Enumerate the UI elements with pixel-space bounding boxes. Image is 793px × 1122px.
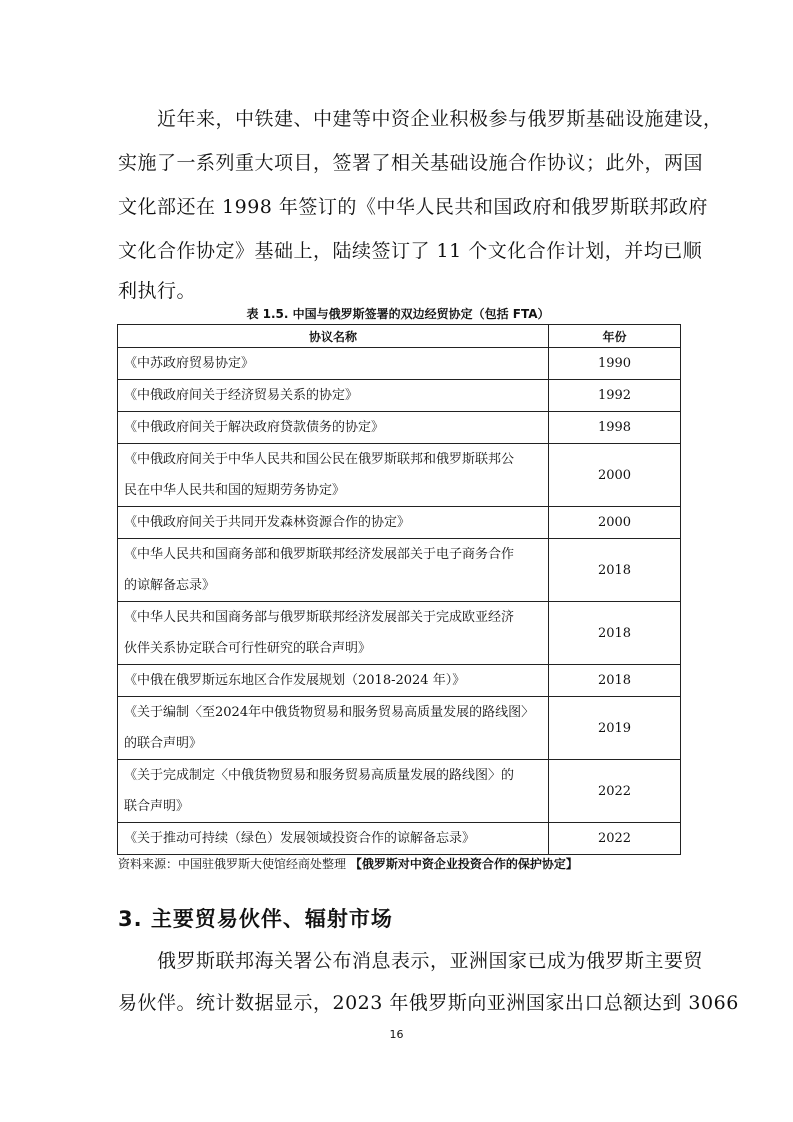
table-header-row <box>118 325 681 348</box>
table-row <box>118 823 681 855</box>
page-number: 16 <box>389 1028 404 1041</box>
paragraph-line: 文化合作协定》基础上，陆续签订了 11 个文化合作计划，并均已顺 <box>118 240 703 262</box>
agreement-name: 《中俄政府间关于共同开发森林资源合作的协定》 <box>118 507 549 539</box>
table-row <box>118 665 681 697</box>
agreement-name: 《中俄政府间关于中华人民共和国公民在俄罗斯联邦和俄罗斯联邦公 民在中华人民共和国的短期劳务协定》 <box>118 444 549 507</box>
paragraph-line: 易伙伴。统计数据显示，2023 年俄罗斯向亚洲国家出口总额达到 3066 <box>118 992 739 1014</box>
agreement-year: 1990 <box>549 348 681 380</box>
agreement-year: 2022 <box>549 760 681 823</box>
paragraph-line: 俄罗斯联邦海关署公布消息表示，亚洲国家已成为俄罗斯主要贸 <box>118 950 704 972</box>
agreement-year: 2018 <box>549 602 681 665</box>
agreement-year: 2018 <box>549 665 681 697</box>
agreement-name: 《中俄在俄罗斯远东地区合作发展规划（2018-2024 年）》 <box>118 665 549 697</box>
table-row <box>118 444 681 507</box>
agreement-year: 2018 <box>549 539 681 602</box>
table-row <box>118 412 681 444</box>
table-row <box>118 380 681 412</box>
header-year: 年份 <box>549 325 681 348</box>
source-bold-text: 【俄罗斯对中资企业投资合作的保护协定】 <box>349 857 578 871</box>
agreement-year: 1992 <box>549 380 681 412</box>
header-agreement-name: 协议名称 <box>118 325 549 348</box>
agreement-name: 《中华人民共和国商务部与俄罗斯联邦经济发展部关于完成欧亚经济 伙伴关系协定联合可行性研究的联合声明》 <box>118 602 549 665</box>
section-heading: 3. 主要贸易伙伴、辐射市场 <box>118 907 393 931</box>
agreement-name: 《中俄政府间关于经济贸易关系的协定》 <box>118 380 549 412</box>
agreement-year: 1998 <box>549 412 681 444</box>
table-row <box>118 539 681 602</box>
agreement-name: 《关于推动可持续（绿色）发展领域投资合作的谅解备忘录》 <box>118 823 549 855</box>
agreement-year: 2000 <box>549 444 681 507</box>
agreement-name: 《中华人民共和国商务部和俄罗斯联邦经济发展部关于电子商务合作 的谅解备忘录》 <box>118 539 549 602</box>
paragraph-line: 文化部还在 1998 年签订的《中华人民共和国政府和俄罗斯联邦政府 <box>118 196 708 218</box>
source-text: 资料来源：中国驻俄罗斯大使馆经商处整理 <box>118 857 350 871</box>
source-note <box>118 855 578 872</box>
paragraph-line: 利执行。 <box>118 280 197 302</box>
table-row <box>118 602 681 665</box>
table-row <box>118 348 681 380</box>
table-row <box>118 507 681 539</box>
agreement-year: 2019 <box>549 697 681 760</box>
table-caption: 表 1.5. 中国与俄罗斯签署的双边经贸协定（包括 FTA） <box>246 307 550 321</box>
agreements-table <box>117 324 681 855</box>
agreement-name: 《关于完成制定〈中俄货物贸易和服务贸易高质量发展的路线图〉的 联合声明》 <box>118 760 549 823</box>
paragraph-line: 实施了一系列重大项目，签署了相关基础设施合作协议；此外，两国 <box>118 152 704 174</box>
agreement-year: 2000 <box>549 507 681 539</box>
agreement-name: 《中苏政府贸易协定》 <box>118 348 549 380</box>
agreement-name: 《关于编制〈至2024年中俄货物贸易和服务贸易高质量发展的路线图〉 的联合声明》 <box>118 697 549 760</box>
agreement-year: 2022 <box>549 823 681 855</box>
table-row <box>118 760 681 823</box>
agreement-name: 《中俄政府间关于解决政府贷款债务的协定》 <box>118 412 549 444</box>
paragraph-line: 近年来，中铁建、中建等中资企业积极参与俄罗斯基础设施建设， <box>118 108 723 130</box>
table-row <box>118 697 681 760</box>
